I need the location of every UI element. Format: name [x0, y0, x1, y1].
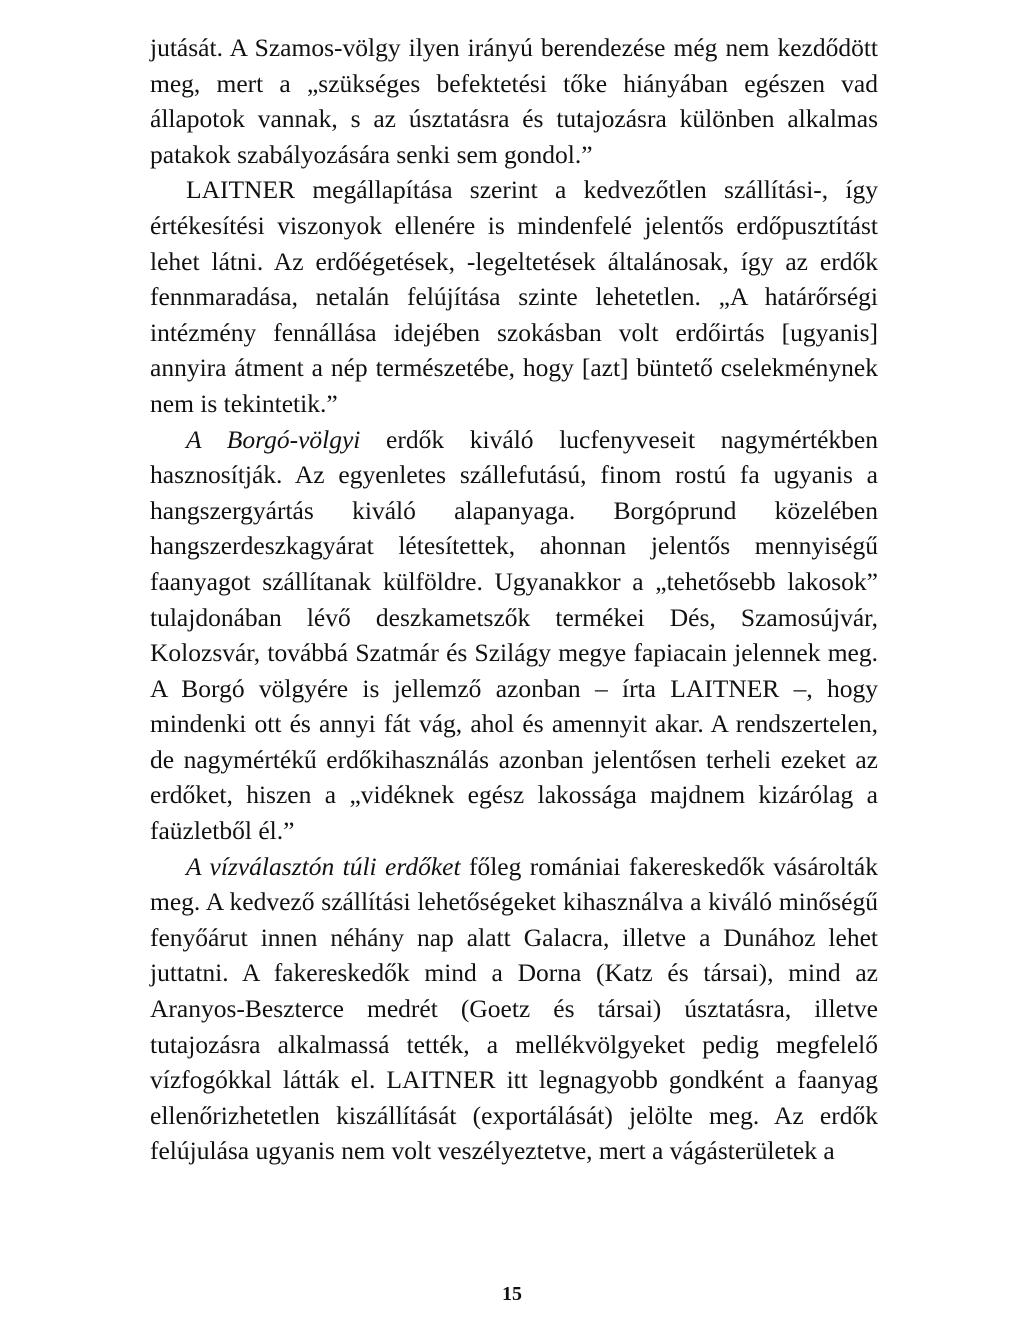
- page-number: 15: [502, 1283, 522, 1305]
- paragraph-3: [150, 422, 878, 849]
- paragraph-3-italic-lead: A Borgó-völgyi: [186, 424, 361, 454]
- paragraph-2: LAITNER megállapítása szerint a kedvezőtlen szállítási-, így értékesítési viszonyok ellenére is mindenfelé jelentős erdőpusztítást lehet látni. Az erdőégetések, -legeltetések általánosak, így az erdők fennmaradása, netalán felújítása szinte lehetetlen. „A határőrségi intézmény fennállása idejében szokásban volt erdőirtás [ugyanis] annyira átment a nép természetébe, hogy [azt] büntető cselekménynek nem is tekintetik.”: [150, 175, 878, 418]
- paragraph-4-italic-lead: A vízválasztón túli erdőket: [186, 851, 461, 881]
- document-page: [150, 30, 878, 1169]
- paragraph-1: jutását. A Szamos-völgy ilyen irányú berendezése még nem kezdődött meg, mert a „szükséges befektetési tőke hiányában egészen vad állapotok vannak, s az úsztatásra és tutajozásra különben alkalmas patakok szabályozására senki sem gondol.”: [150, 33, 878, 169]
- paragraph-4: [150, 849, 878, 1169]
- paragraph-4-body: főleg romániai fakereskedők vásárolták meg. A kedvező szállítási lehetőségeket kihasználva a kiváló minőségű fenyőárut innen néhány nap alatt Galacra, illetve a Dunához lehet juttatni. A fakereskedők mind a Dorna (Katz és társai), mind az Aranyos-Beszterce medrét (Goetz és társai) úsztatásra, illetve tutajozásra alkalmassá tették, a mellékvölgyeket pedig megfelelő vízfogókkal látták el. LAITNER itt legnagyobb gondként a faanyag ellenőrizhetetlen kiszállítását (exportálását) jelölte meg. Az erdők felújulása ugyanis nem volt veszélyeztetve, mert a vágásterületek a: [150, 851, 878, 1166]
- paragraph-3-body: erdők kiváló lucfenyveseit nagymértékben hasznosítják. Az egyenletes szállefutású, finom rostú fa ugyanis a hangszergyártás kiváló alapanyaga. Borgóprund közelében hangszerdeszkagyárat létesítettek, ahonnan jelentős mennyiségű faanyagot szállítanak külföldre. Ugyanakkor a „tehetősebb lakosok” tulajdonában lévő deszkametszők termékei Dés, Szamosújvár, Kolozsvár, továbbá Szatmár és Szilágy megye fapiacain jelennek meg. A Borgó völgyére is jellemző azonban – írta LAITNER –, hogy mindenki ott és annyi fát vág, ahol és amennyit akar. A rendszertelen, de nagymértékű erdőkihasználás azonban jelentősen terheli ezeket az erdőket, hiszen a „vidéknek egész lakossága majdnem kizárólag a faüzletből él.”: [150, 424, 878, 846]
